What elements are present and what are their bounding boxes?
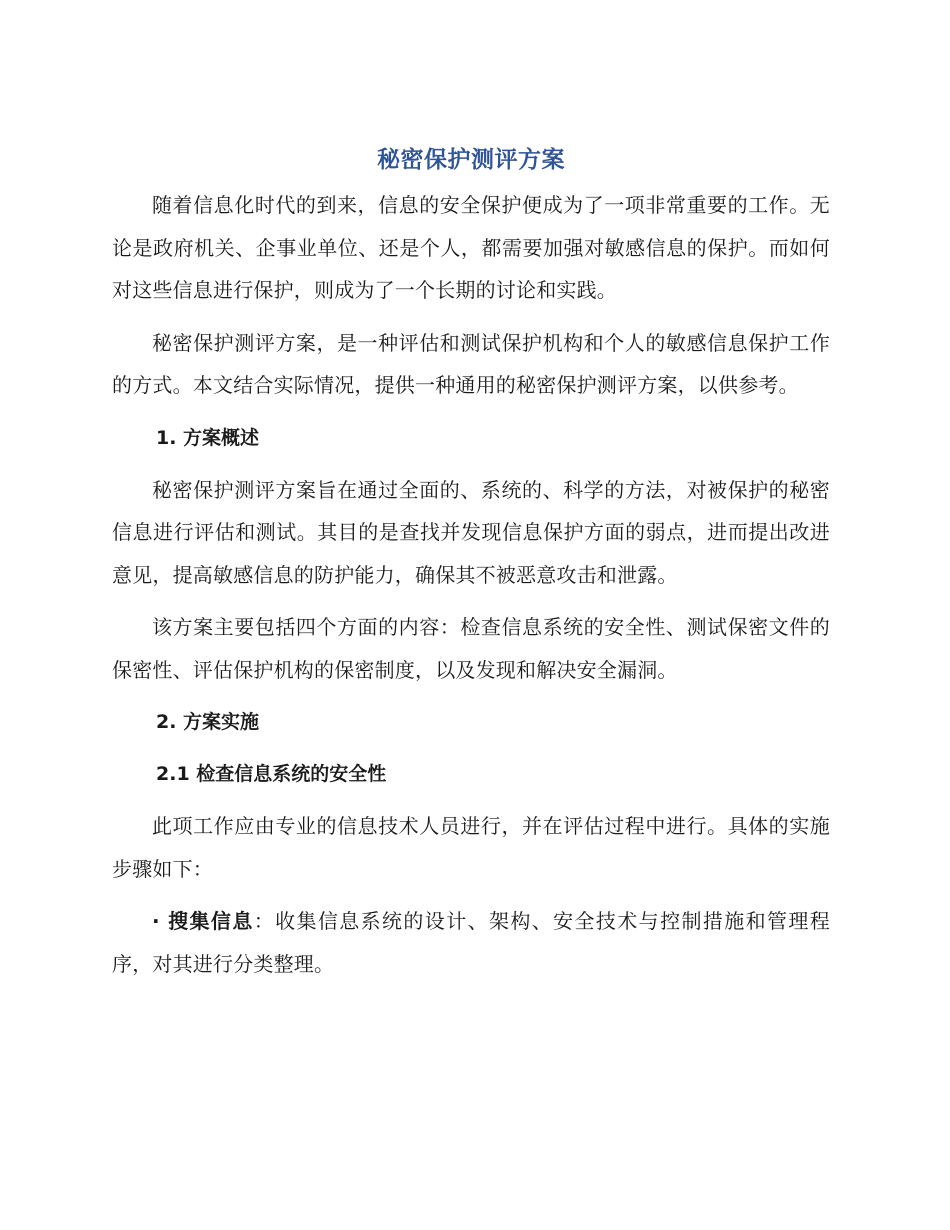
intro-paragraph-1: 随着信息化时代的到来，信息的安全保护便成为了一项非常重要的工作。无论是政府机关、企事业单位、还是个人，都需要加强对敏感信息的保护。而如何对这些信息进行保护，则成为了一个长期的讨论和实践。 [112, 193, 830, 302]
bullet-lead: · 搜集信息 [152, 909, 254, 933]
section-1-heading: 1. 方案概述 [156, 426, 260, 449]
bullet-item-collect-info [112, 900, 830, 985]
bullet-text: ：收集信息系统的设计、架构、安全技术与控制措施和管理程序，对其进行分类整理。 [112, 909, 830, 976]
section-2-heading: 2. 方案实施 [156, 711, 260, 733]
section-2-1-heading: 2.1 检查信息系统的安全性 [156, 763, 387, 785]
document-page [112, 140, 830, 995]
section-1-paragraph-2: 该方案主要包括四个方面的内容：检查信息系统的安全性、测试保密文件的保密性、评估保护机构的保密制度，以及发现和解决安全漏洞。 [112, 615, 830, 682]
intro-paragraph-2: 秘密保护测评方案，是一种评估和测试保护机构和个人的敏感信息保护工作的方式。本文结合实际情况，提供一种通用的秘密保护测评方案，以供参考。 [112, 330, 830, 397]
section-1-paragraph-1: 秘密保护测评方案旨在通过全面的、系统的、科学的方法，对被保护的秘密信息进行评估和测试。其目的是查找并发现信息保护方面的弱点，进而提出改进意见，提高敏感信息的防护能力，确保其不被恶意攻击和泄露。 [112, 477, 830, 587]
document-title: 秘密保护测评方案 [377, 147, 565, 173]
section-2-1-paragraph-1: 此项工作应由专业的信息技术人员进行，并在评估过程中进行。具体的实施步骤如下： [112, 814, 830, 881]
